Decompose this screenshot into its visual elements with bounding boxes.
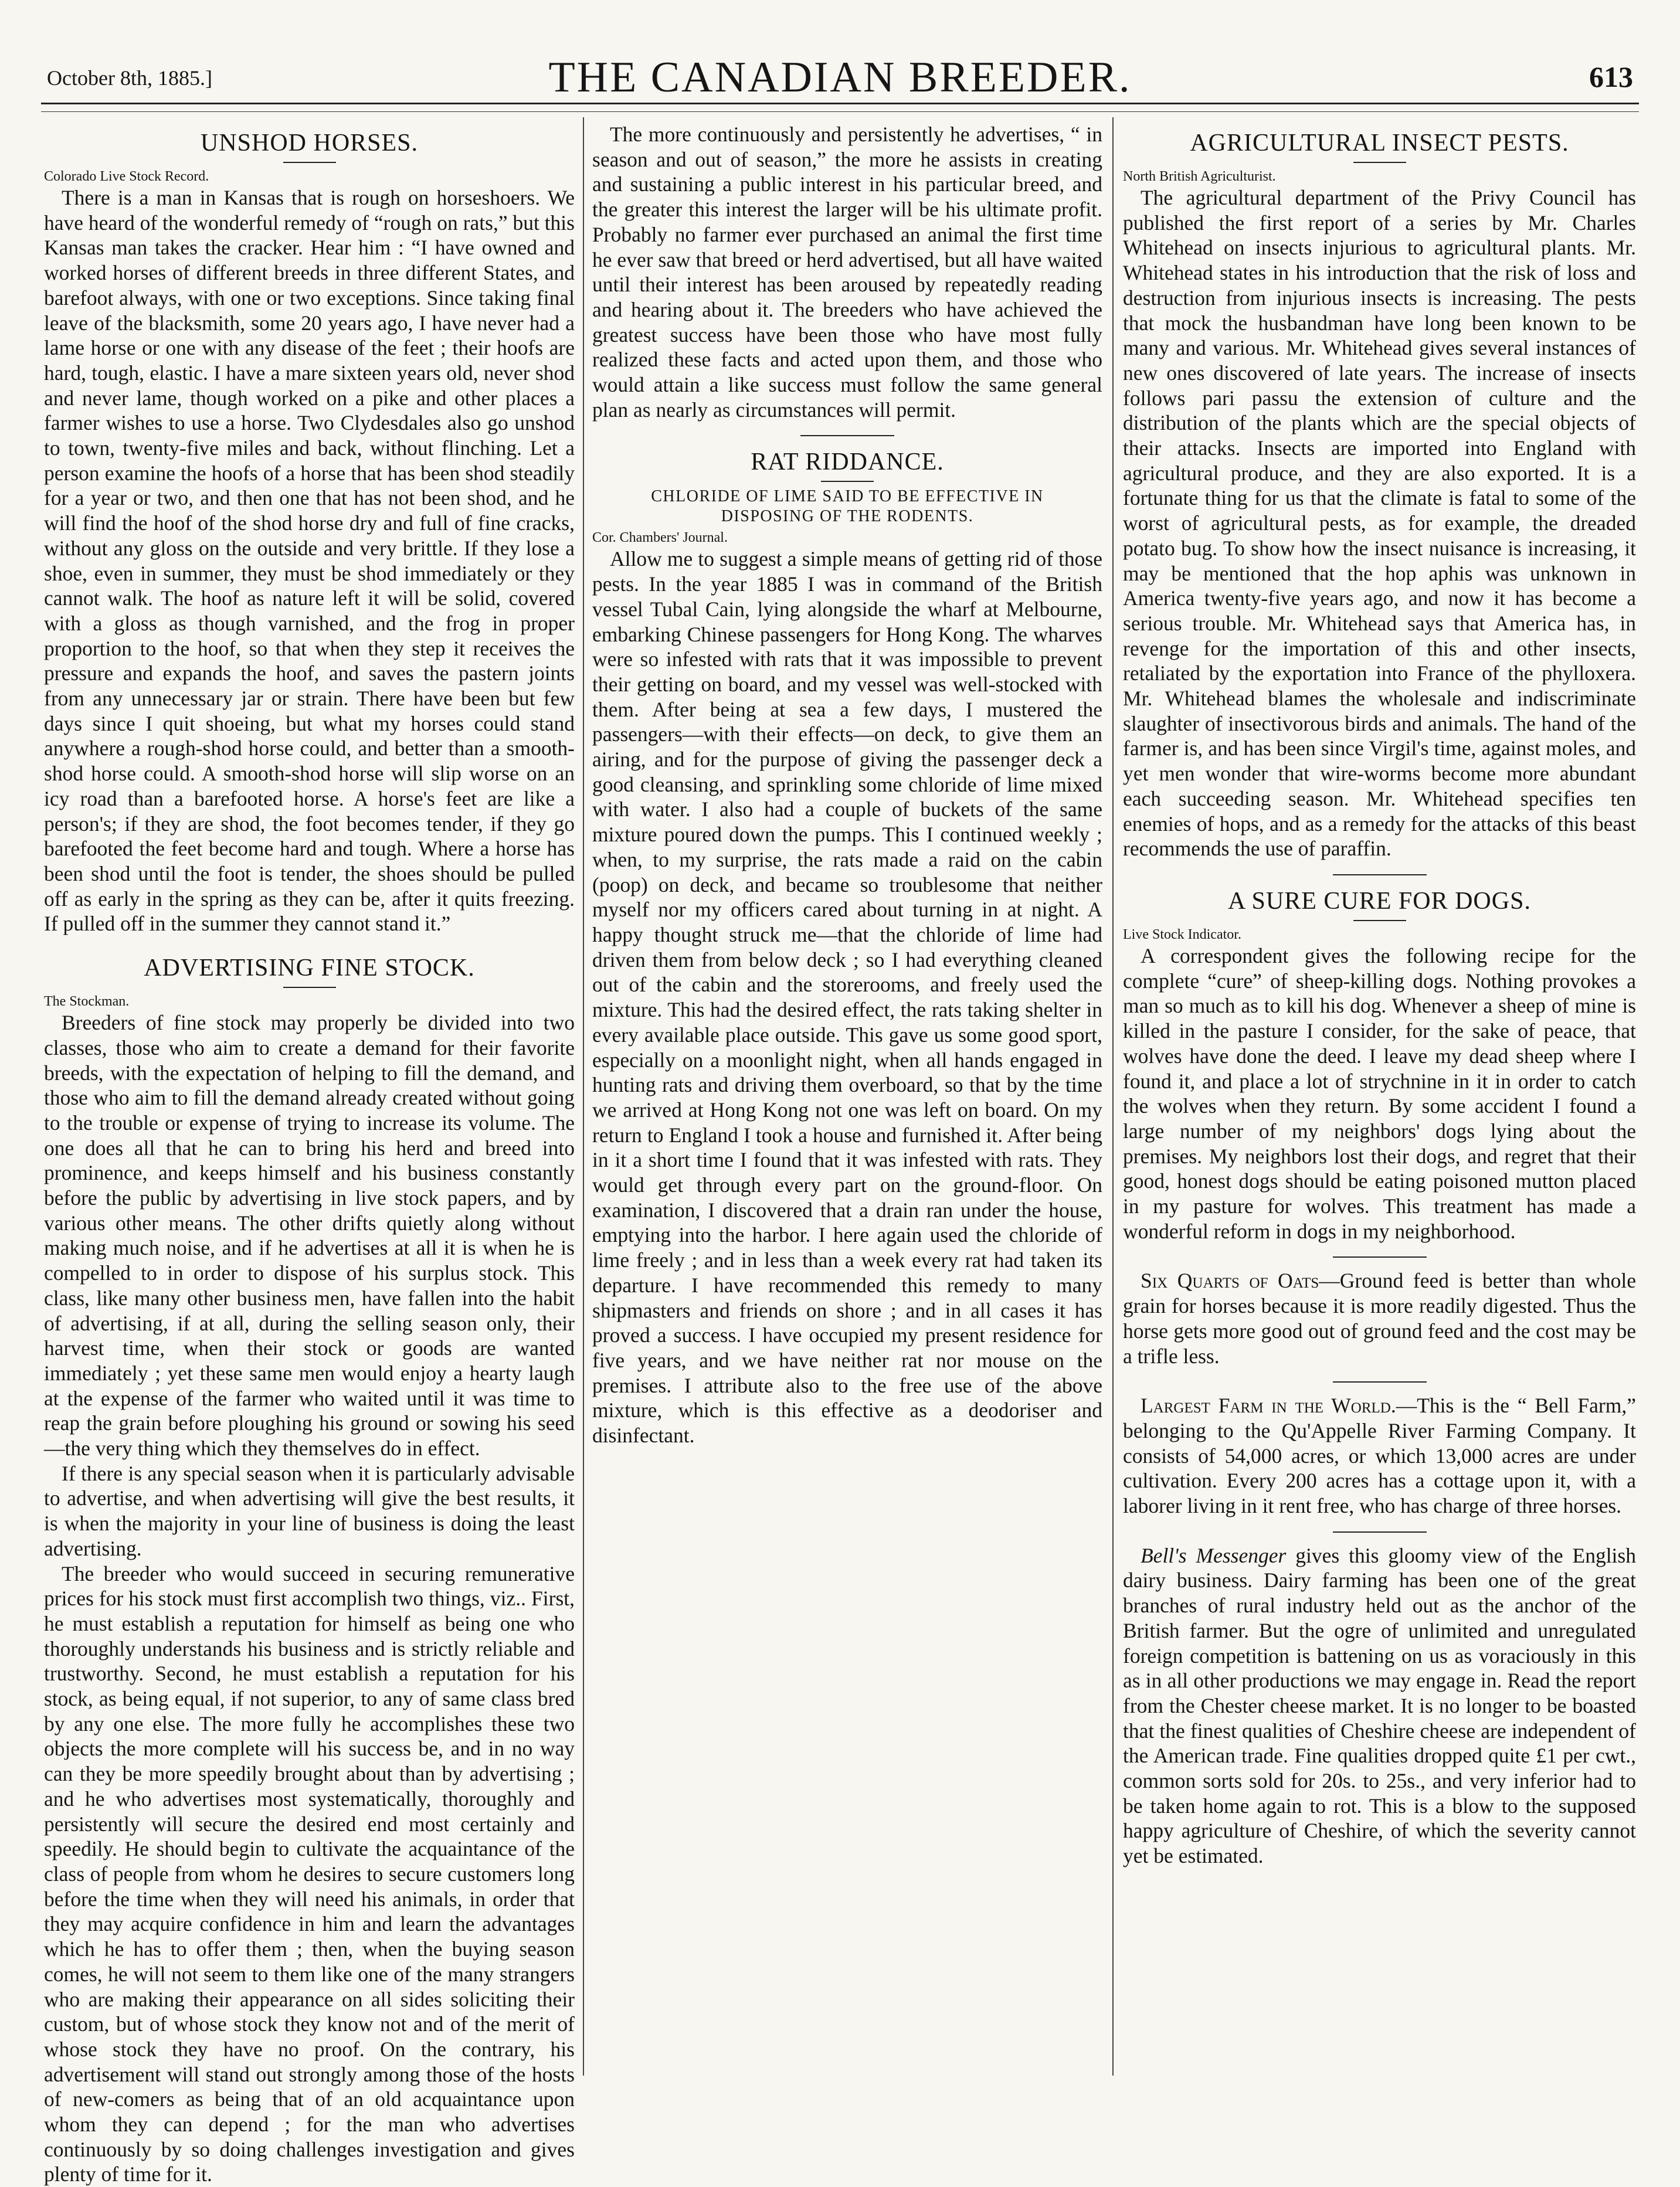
news-item-dairy — [1123, 1543, 1636, 1869]
column-middle — [592, 122, 1102, 2074]
title-rule — [283, 987, 336, 988]
title-rule — [1353, 920, 1406, 921]
masthead-rule-thin — [41, 111, 1639, 112]
issue-date: October 8th, 1885.] — [47, 66, 212, 90]
section-separator — [1333, 1256, 1427, 1258]
title-rule — [1353, 162, 1406, 163]
title-rule — [283, 162, 336, 163]
article-source: North British Agriculturist. — [1123, 169, 1276, 184]
article-source: Cor. Chambers' Journal. — [592, 530, 728, 546]
column-divider — [583, 117, 584, 2076]
newspaper-title: THE CANADIAN BREEDER. — [548, 53, 1132, 101]
article-paragraph: The agricultural department of the Privy Council has published the first report of a series by Mr. Charles Whitehead on insects injurious to agricultural plants. Mr. Whitehead states in his introduction that the risk of loss and destruction from injurious insects is increasing. The pests that mock the husbandman have long been known to be many and various. Mr. Whitehead gives several instances of new ones discovered of late years. The increase of insects follows pari passu the extension of culture and the distribution of the plants which are the special objects of their attacks. Insects are imported into England with agricultural produce, and they are also exported. It is a fortunate thing for us that the climate is fatal to some of the worst of agricultural pests, as for example, the dreaded potato bug. To show how the insect nuisance is increasing, it may be mentioned that the hop aphis was unknown in America twenty-five years ago, and now it has become a serious trouble. Mr. Whitehead says that America has, in revenge for the importation of this and other insects, retaliated by the exportation into France of the phylloxera. Mr. Whitehead blames the wholesale and indiscriminate slaughter of insectivorous birds and animals. The hand of the farmer is, and has been since Virgil's time, against moles, and yet men wonder that wire-worms become more abundant each succeeding season. Mr. Whitehead specifies ten enemies of hops, and as a remedy for the attacks of this beast recommends the use of paraffin. — [1123, 186, 1636, 861]
article-paragraph: The more continuously and persistently he advertises, “ in season and out of season,” the more he assists in creating and sustaining a public interest in his particular breed, and the greater this interest the larger will be his ultimate profit. Probably no farmer ever purchased an animal the first time he ever saw that breed or herd advertised, but all have waited until their interest has been aroused by repeatedly reading and hearing about it. The breeders who have achieved the greatest success have been those who have most fully realized these facts and acted upon them, and those who would attain a like success must follow the same general plan as nearly as circumstances will permit. — [592, 123, 1102, 422]
column-left — [44, 122, 575, 2186]
item-lead: Largest Farm in the World. — [1141, 1394, 1396, 1418]
article-title-cure-for-dogs: A SURE CURE FOR DOGS. — [1228, 887, 1531, 915]
article-paragraph: There is a man in Kansas that is rough on horseshoers. We have heard of the wonderful remedy of “rough on rats,” but this Kansas man takes the cracker. Hear him : “I have owned and worked horses of different breeds in three different States, and barefoot always, with one or two exceptions. Since taking final leave of the blacksmith, some 20 years ago, I have never had a lame horse or one with any disease of the feet ; their hoofs are hard, tough, elastic. I have a mare sixteen years old, never shod and never lame, though worked on a pike and other places a farmer wishes to use a horse. Two Clydesdales also go unshod to town, twenty-five miles and back, without flinching. Let a person examine the hoofs of a horse that has been shod steadily for a year or two, and then one that has not been shod, and he will find the hoof of the shod horse dry and full of fine cracks, without any gloss on the outside and very brittle. If they lose a shoe, even in summer, they must be shod immediately or they cannot walk. The hoof as nature left it will be solid, covered with a gloss as though varnished, and the frog in proper proportion to the hoof, so that when they step it receives the pressure and expands the hoof, and saves the pastern joints from any unnecessary jar or strain. There have been but few days since I quit shoeing, but what my horses could stand anywhere a rough-shod horse could, and better than a smooth-shod horse could. A smooth-shod horse will slip worse on an icy road than a barefooted horse. A horse's feet are like a person's; if they are shod, the foot becomes tender, if they go barefooted the feet become hard and tough. Where a horse has been shod until the foot is tender, the shoes should be pulled off as early in the spring as they can be, after it quits freezing. If pulled off in the summer they cannot stand it.” — [44, 186, 575, 936]
article-source: Live Stock Indicator. — [1123, 926, 1241, 942]
item-text: —Ground feed is better than whole grain for horses because it is more readily digested. Thus the horse gets more good out of ground feed and the cost may be a trifle less. — [1123, 1269, 1636, 1368]
item-lead: Bell's Messenger — [1141, 1543, 1287, 1567]
article-title-insect-pests: AGRICULTURAL INSECT PESTS. — [1190, 130, 1569, 157]
article-paragraph-continued: The breeder who would succeed in securing remunerative prices for his stock must first accomplish two things, viz.. First, he must establish a reputation for himself as being one who thoroughly understands his business and is strictly reliable and trustworthy. Second, he must establish a reputation for his stock, as being equal, if not superior, to any of same class bred by any one else. The more fully he accomplishes these two objects the more complete will his success be, and in no way can they be more speedily brought about than by advertising ; and he who advertises most systematically, thoroughly and persistently will secure the desired end most certainly and speedily. He should begin to cultivate the acquaintance of the class of people from whom he desires to secure customers long before the time when they will need his animals, in order that they may acquire confidence in him and learn the advantages which he has to offer them ; then, when the buying season comes, he will not seem to them like one of the many strangers who are making their appearance on all sides soliciting their custom, but of whose stock they know not and of the merit of whose stock they have no proof. On the contrary, his advertisement will stand out strongly among those of the hosts of new-comers as being that of an old acquaintance upon whom they can depend ; for the man who advertises continuously by so doing challenges investigation and gives plenty of time for it. — [44, 1561, 575, 2186]
article-source: The Stockman. — [44, 994, 130, 1010]
masthead-rule — [41, 103, 1639, 104]
news-item-oats — [1123, 1268, 1636, 1368]
column-right — [1123, 122, 1636, 2074]
article-paragraph: If there is any special season when it is particularly advisable to advertise, and when advertising will give the best results, it is when the majority in your line of business is doing the least advertising. — [44, 1461, 575, 1560]
article-source: Colorado Live Stock Record. — [44, 169, 209, 184]
article-title-rat-riddance: RAT RIDDANCE. — [751, 449, 944, 476]
page-number: 613 — [1589, 60, 1633, 93]
article-paragraph: Allow me to suggest a simple means of getting rid of those pests. In the year 1885 I was in command of the British vessel Tubal Cain, lying alongside the wharf at Melbourne, embarking Chinese passengers for Hong Kong. The wharves were so infested with rats that it was impossible to prevent their getting on board, and my vessel was well-stocked with them. After being at sea a few days, I mustered the passengers—with their effects—on deck, to give them an airing, and for the purpose of giving the passenger deck a good cleansing, and sprinkling some chloride of lime mixed with water. I also had a couple of buckets of the same mixture poured down the pumps. This I continued weekly ; when, to my surprise, the rats made a raid on the cabin (poop) on deck, and became so troublesome that neither myself nor my officers cared about turning in at night. A happy thought struck me—that the chloride of lime had driven them from below deck ; so I had everything cleaned out of the cabin and the storerooms, and freely used the mixture. This had the desired effect, the rats taking shelter in every available place outside. This gave us some good sport, especially on a moonlight night, when all hands engaged in hunting rats and driving them overboard, so that by the time we arrived at Hong Kong not one was left on board. On my return to England I took a house and furnished it. After being in it a short time I found that it was infested with rats. They would get through every part on the ground-floor. On examination, I discovered that a drain ran under the house, emptying into the harbor. I here again used the chloride of lime freely ; and in less than a week every rat had taken its departure. I have recommended this remedy to many shipmasters and friends on shore ; and in all cases it has proved a success. I have occupied my present residence for five years, and we have neither rat nor mouse on the premises. I attribute also to the free use of the above mixture, which is this effective as a deodoriser and disinfectant. — [592, 547, 1102, 1448]
section-separator — [1333, 1381, 1427, 1383]
column-divider — [1112, 117, 1114, 2076]
section-separator — [1333, 874, 1427, 875]
article-title-advertising: ADVERTISING FINE STOCK. — [144, 955, 475, 982]
article-subtitle: CHLORIDE OF LIME SAID TO BE EFFECTIVE IN DISPOSING OF THE RODENTS. — [651, 487, 1044, 526]
section-separator — [800, 435, 894, 436]
item-text: gives this gloomy view of the English dairy business. Dairy farming has been one of the great branches of rural industry held out as the anchor of the British farmer. But the ogre of unlimited and unregulated foreign competition is battening on us as voraciously in this as in all other productions we may engage in. Read the report from the Chester cheese market. It is no longer to be boasted that the finest qualities of Cheshire cheese are independent of the American trade. Fine qualities dropped quite £1 per cwt., common sorts sold for 20s. to 25s., and very inferior had to be taken home again to rot. This is a blow to the supposed happy agriculture of Cheshire, of which the severity cannot yet be estimated. — [1123, 1543, 1636, 1868]
article-paragraph: A correspondent gives the following recipe for the complete “cure” of sheep-killing dogs. Nothing provokes a man so much as to kill his dog. Whenever a sheep of mine is killed in the pasture I consider, for the sake of peace, that wolves have done the deed. I leave my dead sheep where I found it, and place a lot of strychnine in it in order to catch the wolves when they return. By some accident I found a large number of my neighbors' dogs lying about the premises. My neighbors lost their dogs, and regret that their good, honest dogs should be eating poisoned mutton placed in my pasture for wolves. This treatment has made a wonderful reform in dogs in my neighborhood. — [1123, 943, 1636, 1243]
item-text: —This is the “ Bell Farm,” belonging to the Qu'Appelle River Farming Company. It consists of 54,000 acres, or which 13,000 acres are under cultivation. Every 200 acres has a cottage upon it, with a laborer living in it rent free, who has charge of three horses. — [1123, 1394, 1636, 1518]
news-item-largest-farm — [1123, 1393, 1636, 1519]
article-paragraph: Breeders of fine stock may properly be divided into two classes, those who aim to create a demand for their favorite breeds, with the expectation of helping to fill the demand, and those who aim to fill the demand already created without going to the trouble or expense of trying to increase its volume. The one does all that he can to bring his herd and breed into prominence, and keeps himself and his business constantly before the public by advertising in live stock papers, and by various other means. The other drifts quietly along without making much noise, and if he advertises at all it is when he is compelled to in order to dispose of his surplus stock. This class, like many other business men, have fallen into the habit of advertising, if at all, during the selling season only, their harvest time, when their stock or goods are wanted immediately ; yet these same men would enjoy a hearty laugh at the expense of the farmer who waited until it was time to reap the grain before ploughing his ground or sowing his seed—the very thing which they themselves do in effect. — [44, 1011, 575, 1461]
article-title-unshod-horses: UNSHOD HORSES. — [200, 130, 419, 157]
item-lead: Six Quarts of Oats — [1141, 1269, 1319, 1293]
section-separator — [1333, 1531, 1427, 1533]
title-rule — [821, 481, 874, 482]
masthead — [41, 35, 1639, 100]
